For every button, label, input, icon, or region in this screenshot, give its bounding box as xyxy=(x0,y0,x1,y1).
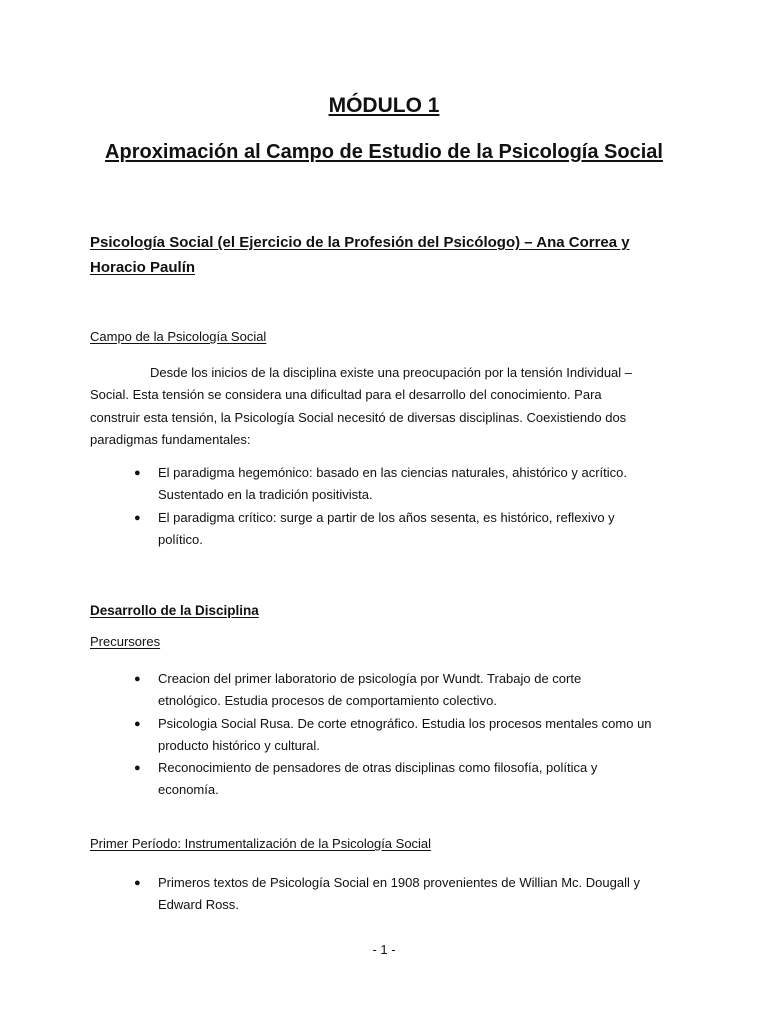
bullet-icon: ● xyxy=(134,762,141,775)
list-item-line: El paradigma hegemónico: basado en las ciencias naturales, ahistórico y acrítico. xyxy=(158,465,627,480)
paragraph-line: paradigmas fundamentales: xyxy=(90,431,251,447)
list-item-line: Primeros textos de Psicología Social en 1908 provenientes de Willian Mc. Dougall y xyxy=(158,875,640,890)
paragraph-line: Social. Esta tensión se considera una dificultad para el desarrollo del conocimiento. Para xyxy=(90,387,602,403)
list-item-line: etnológico. Estudia procesos de comportamiento colectivo. xyxy=(158,693,497,709)
list-item-line: economía. xyxy=(158,782,219,798)
list-item-line: El paradigma crítico: surge a partir de los años sesenta, es histórico, reflexivo y xyxy=(158,509,615,525)
paragraph-line: Desde los inicios de la disciplina existe una preocupación por la tensión Individual – xyxy=(150,365,633,380)
list-item xyxy=(134,462,627,507)
page-number: - 1 - xyxy=(372,942,396,957)
list-item-line: Psicologia Social Rusa. De corte etnográfico. Estudia los procesos mentales como un xyxy=(158,715,652,731)
list-item-line: Sustentado en la tradición positivista. xyxy=(158,487,373,503)
campo-title: Campo de la Psicología Social xyxy=(90,329,267,344)
campo-paragraph xyxy=(90,362,650,451)
list-item xyxy=(134,872,640,917)
list-item-line: Reconocimiento de pensadores de otras disciplinas como filosofía, política y xyxy=(158,760,598,776)
primer-periodo-list xyxy=(134,872,640,917)
list-item xyxy=(134,668,652,713)
section-heading xyxy=(90,230,690,280)
bullet-icon: ● xyxy=(134,717,141,730)
section-heading-line1: Psicología Social (el Ejercicio de la Profesión del Psicólogo) – Ana Correa y xyxy=(90,234,630,251)
bullet-icon: ● xyxy=(134,877,141,889)
list-item xyxy=(134,757,652,802)
bullet-icon: ● xyxy=(134,467,141,479)
precursores-title: Precursores xyxy=(90,634,161,649)
document-subtitle: Aproximación al Campo de Estudio de la Psicología Social xyxy=(105,141,663,163)
list-item-line: Edward Ross. xyxy=(158,897,239,913)
bullet-icon: ● xyxy=(134,511,141,524)
list-item-line: político. xyxy=(158,531,203,547)
list-item xyxy=(134,507,627,552)
desarrollo-title: Desarrollo de la Disciplina xyxy=(90,603,259,618)
primer-periodo-title: Primer Período: Instrumentalización de la Psicología Social xyxy=(90,836,432,851)
paragraph-line: construir esta tensión, la Psicología Social necesitó de diversas disciplinas. Coexistiendo dos xyxy=(90,409,627,425)
section-heading-line2: Horacio Paulín xyxy=(90,259,196,276)
list-item-line: producto histórico y cultural. xyxy=(158,737,320,753)
list-item-line: Creacion del primer laboratorio de psicología por Wundt. Trabajo de corte xyxy=(158,671,582,686)
paradigms-list xyxy=(134,462,627,551)
precursores-list xyxy=(134,668,652,802)
module-title: MÓDULO 1 xyxy=(328,94,440,117)
list-item xyxy=(134,713,652,758)
bullet-icon: ● xyxy=(134,673,141,685)
